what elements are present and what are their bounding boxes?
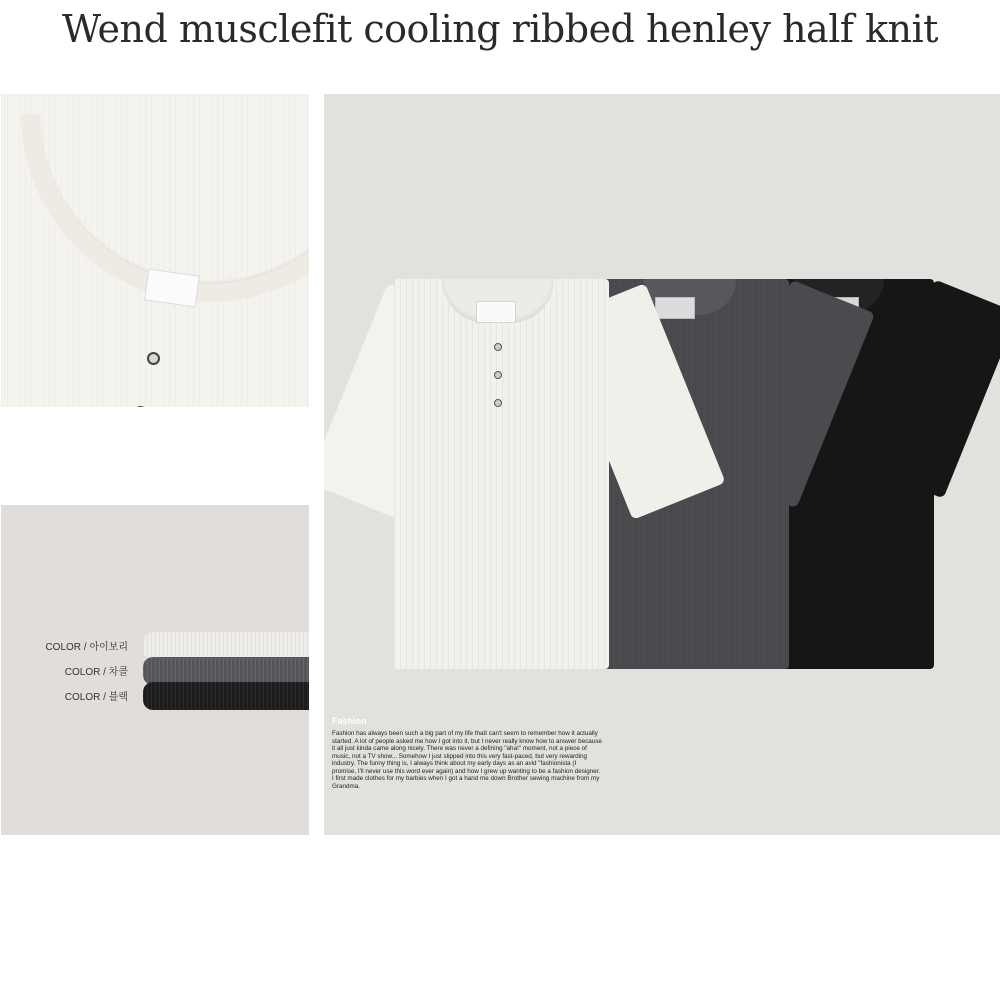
- swatch-row-charcoal: [1, 657, 309, 683]
- fashion-paragraph: Fashion has always been such a big part of my life thatI can't seem to remember how it actually started. A lot of people asked me how I got into it, but I never really know how to answer because it all just kinda came along nicely. There was never a defining "aha!" moment, not a piece of music, not a TV show... Somehow I just slipped into this very fast-paced, but very rewarding industry. The funny thing is, I always think about my early days as an avid "fashionista (I promise, I'll never use this word ever again) and how I grew up wanting to be a fashion designer. I first made clothes for my barbies when I got a hand me down Brother sewing machine from my Grandma.: [332, 730, 602, 790]
- swatch-label: COLOR / 블랙: [64, 692, 128, 703]
- color-swatch-panel: [1, 505, 309, 835]
- swatch-fabric-black: [143, 682, 309, 710]
- swatch-fabric-ivory: [143, 632, 309, 660]
- swatch-row-ivory: [1, 632, 309, 658]
- fashion-heading: Fashion: [332, 716, 367, 726]
- swatch-label: COLOR / 아이보리: [45, 642, 128, 653]
- collar-detail-photo: [1, 94, 309, 407]
- fashion-text-block: [332, 716, 602, 790]
- swatch-fabric-charcoal: [143, 657, 309, 685]
- product-lineup-photo: [324, 94, 1000, 835]
- page-title: Wend musclefit cooling ribbed henley half knit: [62, 7, 938, 51]
- swatch-row-black: [1, 682, 309, 708]
- swatch-label: COLOR / 차콜: [64, 667, 128, 678]
- snap-button-icon: [147, 352, 160, 365]
